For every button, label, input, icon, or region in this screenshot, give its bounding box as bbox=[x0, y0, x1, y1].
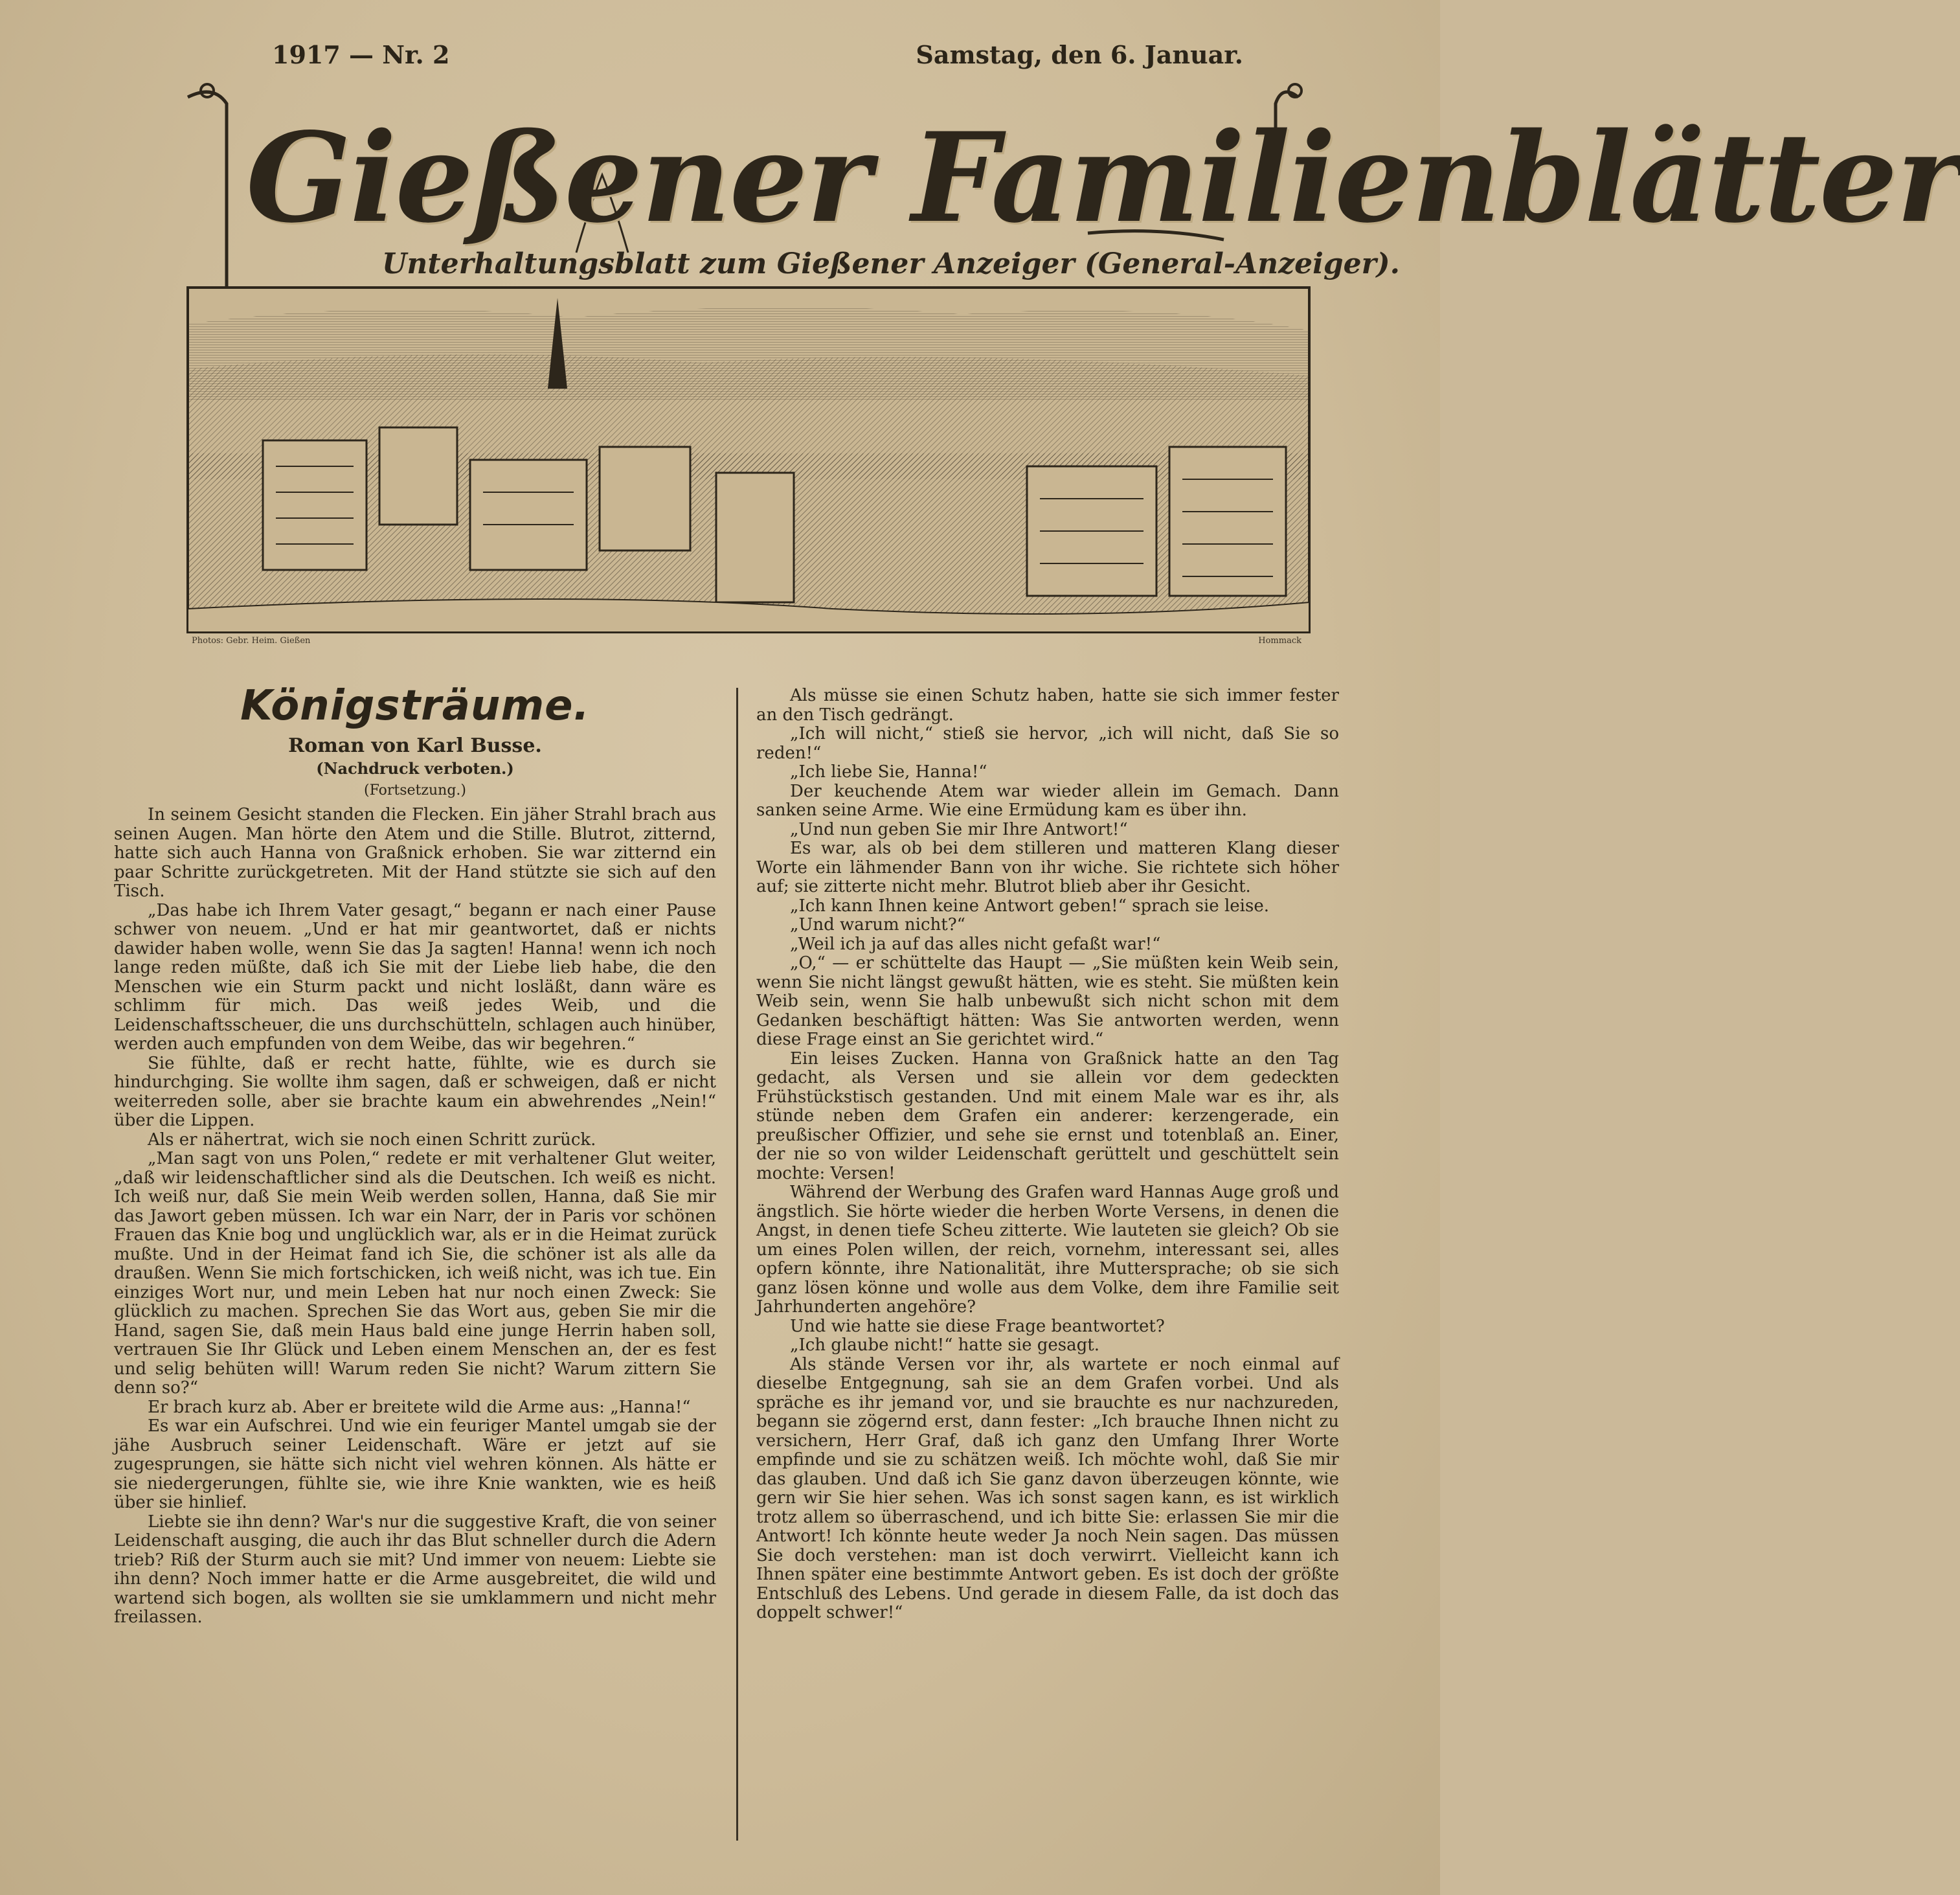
column-divider bbox=[736, 688, 738, 1841]
paragraph: „Man sagt von uns Polen,“ redete er mit verhaltener Glut weiter, „daß wir leidenschaftlicher sind als die Deutschen. Ich weiß es nicht. Ich weiß nur, daß Sie mein Weib werden sollen, Hanna, daß Sie mir das Jawort geben müssen. Ich war ein Narr, der in Paris vor schönen Frauen das Knie bog und unglücklich war, als er in die Heimat zurück mußte. Und in der Heimat fand ich Sie, die schöner ist als alle da draußen. Wenn Sie mich fortschicken, ich weiß nicht, was ich tue. Ein einziges Wort nur, und mein Leben hat nur noch einen Zweck: Sie glücklich zu machen. Sprechen Sie das Wort aus, geben Sie mir die Hand, sagen Sie, daß mein Haus bald eine junge Herrin haben soll, vertrauen Sie Ihr Glück und Leben einem Menschen an, der es fest und selig behüten will! Warum reden Sie nicht? Warum zittern Sie denn so?“ bbox=[114, 1149, 716, 1398]
story-byline: Roman von Karl Busse. bbox=[288, 734, 542, 757]
paragraph: „Ich glaube nicht!“ hatte sie gesagt. bbox=[790, 1335, 1099, 1355]
paragraph: „Ich kann Ihnen keine Antwort geben!“ sprach sie leise. bbox=[790, 896, 1269, 916]
paragraph: Er brach kurz ab. Aber er breitete wild die Arme aus: „Hanna!“ bbox=[148, 1397, 691, 1417]
issue-date: Samstag, den 6. Januar. bbox=[916, 40, 1243, 69]
issue-line bbox=[272, 40, 1256, 79]
paragraph: „Und nun geben Sie mir Ihre Antwort!“ bbox=[790, 819, 1128, 839]
paragraph: Der keuchende Atem war wieder allein im Gemach. Dann sanken seine Arme. Wie eine Ermüdung kam es über ihn. bbox=[756, 781, 1339, 820]
continuation-notice: (Fortsetzung.) bbox=[364, 782, 466, 799]
masthead-subtitle: Unterhaltungsblatt zum Gießener Anzeiger (General-Anzeiger). bbox=[382, 247, 1400, 280]
photo-credit: Photos: Gebr. Heim. Gießen bbox=[192, 636, 311, 646]
issue-number: 1917 — Nr. 2 bbox=[272, 40, 450, 69]
paragraph: Als müsse sie einen Schutz haben, hatte sie sich immer fester an den Tisch gedrängt. bbox=[756, 686, 1339, 725]
illustration-imprint bbox=[188, 636, 1314, 649]
paragraph: Liebte sie ihn denn? War's nur die suggestive Kraft, die von seiner Leidenschaft ausging, die auch ihr das Blut schneller durch die Adern trieb? Riß der Sturm auch sie mit? Und immer von neuem: Liebte sie ihn denn? Noch immer hatte er die Arme ausgebreitet, die wild und wartend sich bogen, als wollten sie sie umklammern und nicht mehr freilassen. bbox=[114, 1512, 716, 1627]
town-illustration bbox=[185, 285, 1312, 635]
paragraph: Es war ein Aufschrei. Und wie ein feuriger Mantel umgab sie der jähe Ausbruch seiner Leidenschaft. Wäre er jetzt auf sie zugesprungen, sie hätte sich nicht viel wehren können. Als hätte er sie niedergerungen, fühlte sie, wie ihre Knie wankten, wie es heiß über sie hinlief. bbox=[114, 1416, 716, 1512]
paragraph: „O,“ — er schüttelte das Haupt — „Sie müßten kein Weib sein, wenn Sie nicht längst gewußt hätten, wie es steht. Sie müßten kein Weib sein, wenn Sie halb unbewußt sich nicht schon mit dem Gedanken beschäftigt hätten: Was Sie antworten werden, wenn diese Frage einst an Sie gerichtet wird.“ bbox=[756, 953, 1339, 1049]
paragraph: Als stände Versen vor ihr, als wartete er noch einmal auf dieselbe Entgegnung, sah sie an dem Grafen vorbei. Und als spräche es ihr jemand vor, und sie brauchte es nur nachzureden, begann sie zögernd erst, dann fester: „Ich brauche Ihnen nicht zu versichern, Herr Graf, daß ich ganz den Umfang Ihrer Worte empfinde und sie zu schätzen weiß. Ich möchte wohl, daß Sie mir das glauben. Und daß ich Sie ganz davon überzeugen könnte, wie gern wir Sie hier sehen. Was ich sonst sagen kann, es ist wirklich trotz allem so überraschend, und ich bitte Sie: erlassen Sie mir die Antwort! Ich könnte heute weder Ja noch Nein sagen. Das müssen Sie doch verstehen: man ist doch verwirrt. Vielleicht kann ich Ihnen später eine bestimmte Antwort geben. Es ist doch der größte Entschluß des Lebens. Und gerade in diesem Falle, da ist doch das doppelt schwer!“ bbox=[756, 1354, 1339, 1622]
paragraph: „Ich liebe Sie, Hanna!“ bbox=[790, 762, 987, 782]
paragraph: In seinem Gesicht standen die Flecken. Ein jäher Strahl brach aus seinen Augen. Man hörte den Atem und die Stille. Blutrot, zitternd, hatte sich auch Hanna von Graßnick erhoben. Sie war zitternd ein paar Schritte zurückgetreten. Mit der Hand stützte sie sich auf den Tisch. bbox=[114, 805, 716, 901]
masthead-title: Gießener Familienblätter bbox=[246, 106, 1960, 250]
paragraph: Und wie hatte sie diese Frage beantwortet? bbox=[790, 1316, 1165, 1336]
paragraph: Es war, als ob bei dem stilleren und matteren Klang dieser Worte ein lähmender Bann von ihr wiche. Sie richtete sich höher auf; sie zitterte nicht mehr. Blutrot blieb aber ihr Gesicht. bbox=[756, 839, 1339, 896]
paragraph: Ein leises Zucken. Hanna von Graßnick hatte an den Tag gedacht, als Versen und sie allein vor dem gedeckten Frühstückstisch gestanden. Und mit einem Male war es ihr, als stünde neben dem Grafen ein anderer: kerzengerade, ein preußischer Offizier, und sehe sie ernst und totenblaß an. Einer, der nie so von wilder Leidenschaft gerüttelt und geschüttelt sein mochte: Versen! bbox=[756, 1049, 1339, 1183]
paragraph: „Und warum nicht?“ bbox=[790, 915, 965, 935]
paragraph: „Ich will nicht,“ stieß sie hervor, „ich will nicht, daß Sie so reden!“ bbox=[756, 724, 1339, 763]
right-column bbox=[756, 687, 1339, 1623]
paragraph: Sie fühlte, daß er recht hatte, fühlte, wie es durch sie hindurchging. Sie wollte ihm sagen, daß er schweigen, daß er nicht weiterreden solle, aber sie brachte kaum ein abwehrendes „Nein!“ über die Lippen. bbox=[114, 1053, 716, 1130]
left-column bbox=[114, 681, 716, 1628]
paragraph: „Weil ich ja auf das alles nicht gefaßt war!“ bbox=[790, 934, 1161, 954]
paragraph: Während der Werbung des Grafen ward Hannas Auge groß und ängstlich. Sie hörte wieder die herben Worte Versens, in denen die Angst, in denen tiefe Scheu zitterte. Wie lauteten sie gleich? Ob sie um eines Polen willen, der reich, vornehm, interessant sei, alles opfern könnte, ihre Nationalität, ihre Muttersprache; ob sie sich ganz lösen könne und wolle aus dem Volke, dem ihre Familie seit Jahrhunderten angehöre? bbox=[756, 1183, 1339, 1317]
paragraph: „Das habe ich Ihrem Vater gesagt,“ begann er nach einer Pause schwer von neuem. „Und er hat mir geantwortet, daß er nichts dawider haben wolle, wenn Sie das Ja sagten! Hanna! wenn ich noch lange reden müßte, daß ich Sie mit der Liebe lieb habe, die den Menschen wie ein Sturm packt und nicht losläßt, dann wäre es schlimm für mich. Das weiß jedes Weib, und die Leidenschaftsscheuer, die uns durchschütteln, schlagen auch hinüber, werden auch empfunden von dem Weibe, das wir begehren.“ bbox=[114, 900, 716, 1054]
reprint-notice: (Nachdruck verboten.) bbox=[316, 759, 514, 778]
masthead bbox=[188, 78, 1960, 298]
engraver-credit: Hommack bbox=[1258, 636, 1301, 646]
paragraph: Als er nähertrat, wich sie noch einen Schritt zurück. bbox=[148, 1129, 596, 1150]
story-title: Königsträume. bbox=[240, 682, 590, 730]
